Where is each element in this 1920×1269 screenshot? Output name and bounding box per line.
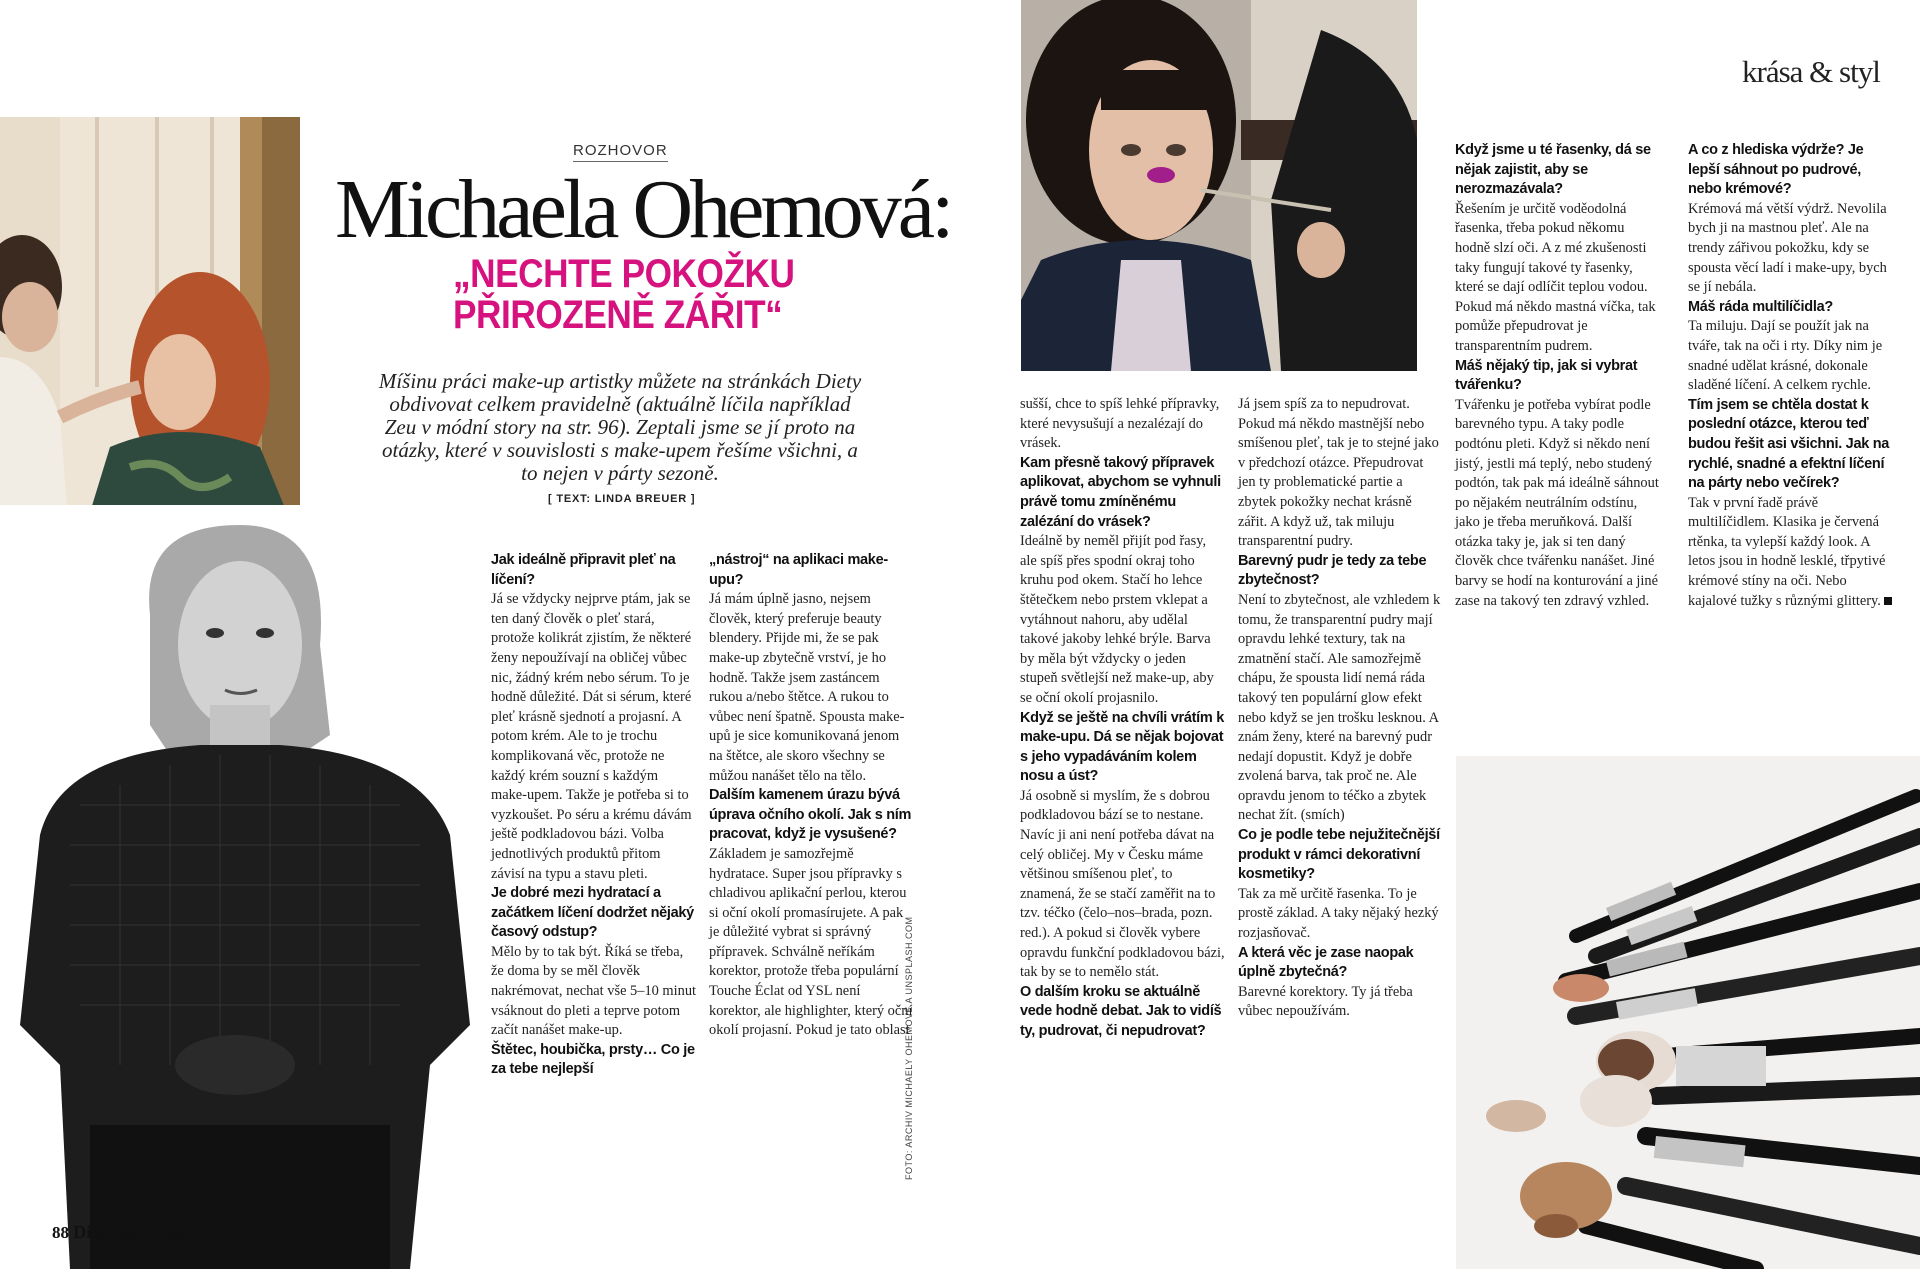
issue-date: /PROSINEC 2022 [114, 1227, 225, 1242]
folio [52, 1222, 224, 1243]
section-kicker: ROZHOVOR [573, 142, 668, 162]
interview-answer: Tak za mě určitě řasenka. To je prostě základ. A taky nějaký hezký rozjasňovač. [1238, 885, 1439, 942]
interview-question: Dalším kamenem úrazu bývá úprava očního okolí. Jak s ním pracovat, když je vysušené? [709, 787, 912, 843]
interview-answer: Mělo by to tak být. Říká se třeba, že doma by se měl člověk nakrémovat, nechat vše 5–10 minut vsáknout do pleti a teprve potom začít nanášet make-up. [491, 943, 697, 1039]
photo-makeup-session [0, 117, 300, 545]
section-label: krása & styl [1742, 54, 1880, 89]
interview-answer: Já osobně si myslím, že s dobrou podkladovou bází se to nestane. Navíc ji ani není potřeba dávat na celý obličej. My v Česku máme většinou smíšenou pleť, to znamená, že se stačí zaměřit na to tzv. téčko (čelo–nos–brada, pozn. red.). A pokud si člověk vybere opravdu funkční podkladovou bázi, tak by se to nemělo stát. [1020, 787, 1225, 981]
text-credit: [ TEXT: LINDA BREUER ] [548, 493, 696, 505]
photo-brushes [1456, 756, 1920, 1269]
interview-question: Barevný pudr je tedy za tebe zbytečnost? [1238, 552, 1427, 589]
interview-answer: Základem je samozřejmě hydratace. Super jsou přípravky s chladivou aplikační perlou, kterou si oční okolí promasírujete. A pak je důležité vybrat si správný přípravek. Schválně neříkám korektor, protože třeba populární Touche Éclat od YSL není korektor, ale highlighter, který oční okolí projasní. Pokud je tato oblast [709, 845, 913, 1039]
interview-answer: Já mám úplně jasno, nejsem člověk, který preferuje beauty blendery. Přijde mi, že se pak make-up zbytečně vrství, je ho hodně. Takže jsem zastáncem rukou a/nebo štětce. A rukou to vůbec není špatně. Spousta make-upů je sice komunikovaná jenom na štětce, ale skoro všechny se můžou nanášet tělo na tělo. [709, 591, 905, 784]
interview-answer: Krémová má větší výdrž. Nevolila bych ji na mastnou pleť. Ale na trendy zářivou pokožku, kdy se spousta věcí ladí i make-upy, bych se jí nebála. [1688, 200, 1887, 296]
interview-answer: Ta miluju. Dají se použít jak na tváře, tak na oči i rty. Díky nim je snadné udělat krásné, dokonale sladěné líčení. A celkem rychle. [1688, 318, 1883, 394]
interview-question: Kam přesně takový přípravek aplikovat, abychom se vyhnuli právě tomu zmíněnému zalézání do vrásek? [1020, 454, 1221, 530]
interview-answer: Já se vždycky nejprve ptám, jak se ten daný člověk o pleť stará, protože kolikrát zjistím, že některé ženy nepoužívají na obličej vůbec nic, žádný krém nebo sérum. To je hodně důležité. Dát si sérum, které pleť krásně sjednotí a projasní. A potom krém. Ale to je trochu komplikovaná věc, protože ne každý krém souzní s každým make-upem. Takže je potřeba si to vyzkoušet. Po séru a krému dávám ještě podkladovou bázi. Volba jednotlivých produktů přitom závisí na typu a stavu pleti. [491, 591, 692, 882]
pull-quote [453, 254, 795, 336]
interview-question: Když se ještě na chvíli vrátím k make-upu. Dá se nějak bojovat s jeho vypadáváním kolem nosu a úst? [1020, 709, 1224, 785]
interview-question: Štětec, houbička, prsty… Co je za tebe nejlepší [491, 1041, 695, 1078]
photo-credit: FOTO: ARCHIV MICHAELY OHEMOVÉ A UNSPLASH.COM [904, 916, 914, 1180]
pull-quote-line-1: „NECHTE POKOŽKU [453, 252, 795, 296]
article-end-mark [1884, 597, 1892, 605]
interview-question: Jak ideálně připravit pleť na líčení? [491, 552, 676, 588]
interview-question: Je dobré mezi hydratací a začátkem líčení dodržet nějaký časový odstup? [491, 885, 694, 941]
column-4 [1238, 395, 1444, 1022]
interview-answer: Ideálně by neměl přijít pod řasy, ale spíš přes spodní okraj toho kruhu pod okem. Stačí ho lehce štětečkem nebo prstem vklepat a vytáhnout nahoru, aby udělal takové jakoby lehké brýle. Barva by měla být vždycky o jeden stupeň světlejší než make-up, aby se oční okolí projasnilo. [1020, 533, 1214, 706]
interview-answer: Tak v první řadě právě multilíčidlem. Klasika je červená rtěnka, ta vylepší každý look. A letos jsou in hodně lesklé, třpytivé krémové stíny na oči. Nebo kajalové tužky s různými glittery. [1688, 494, 1894, 612]
column-2 [709, 551, 915, 1041]
interview-answer: Řešením je určitě voděodolná řasenka, třeba pokud někomu hodně slzí oči. A z mé zkušenosti taky fungují takové ty řasenky, které se dají odlíčit teplou vodou. Pokud má někdo mastná víčka, tak pomůže přepudrovat je transparentním pudrem. [1455, 200, 1656, 354]
page-number: 88 [52, 1223, 69, 1242]
interview-answer: Tvářenku je potřeba vybírat podle barevného typu. A taky podle podtónu pleti. Když si někdo není jistý, jestli má teplý, nebo studený podtón, tak pak má ideálně sáhnout po nějakém neutrálním odstínu, jako je třeba meruňková. Další otázka taky je, jak si ten daný člověk chce tvářenku nanášet. Jiné barvy se hodí na konturování a jiné zase na takový ten zdravý vzhled. [1455, 396, 1659, 609]
interview-question: O dalším kroku se aktuálně vede hodně debat. Jak to vidíš ty, pudrovat, či nepudrovat? [1020, 983, 1222, 1039]
interview-question: Máš ráda multilíčidla? [1688, 298, 1833, 315]
lede: Míšinu práci make-up artistky můžete na stránkách Diety obdivovat celkem pravidelně (aktuálně líčila například Zeu v módní story na str. 96). Zeptali jsme se jí proto na otázky, které v souvislosti s make-upem řešíme všichni, a to nejen v párty sezoně. [378, 369, 862, 485]
interview-answer: Není to zbytečnost, ale vzhledem k tomu, že transparentní pudry mají opravdu lehké textury, tak na zmatnění stačí. Ale samozřejmě chápu, že spousta lidí nemá ráda takový ten populární glow efekt nebo když se jen trošku lesknou. A znám ženy, které na barevný pudr nedají dopustit. Když je dobře zvolená barva, tak proč ne. Ale opravdu jenom to téčko a zbytek nechat žít. (smích) [1238, 591, 1441, 824]
interview-question: „nástroj“ na aplikaci make-upu? [709, 552, 888, 588]
interview-question: A co z hlediska výdrže? Je lepší sáhnout po pudrové, nebo krémové? [1688, 142, 1864, 198]
interview-question: Tím jsem se chtěla dostat k poslední otázce, kterou teď budou řešit asi všichni. Jak na rychlé, snadné a efektní líčení na párty nebo večírek? [1688, 396, 1890, 492]
interview-answer: Barevné korektory. Ty já třeba vůbec nepoužívám. [1238, 983, 1413, 1020]
pull-quote-line-2: PŘIROZENĚ ZÁŘIT“ [453, 292, 783, 337]
interview-answer: sušší, chce to spíš lehké přípravky, které nevysušují a nezalézají do vrásek. [1020, 396, 1220, 452]
interview-question: Když jsme u té řasenky, dá se nějak zajistit, aby se nerozmazávala? [1455, 142, 1651, 198]
interview-question: Co je podle tebe nejužitečnější produkt v rámci dekorativní kosmetiky? [1238, 827, 1440, 883]
interview-answer: Já jsem spíš za to nepudrovat. Pokud má někdo mastnější nebo smíšenou pleť, tak je to stejné jako v předchozí otázce. Přepudrovat jen ty problematické partie a zbytek pokožky nechat krásně zářit. A když už, tak miluju transparentní pudry. [1238, 396, 1439, 550]
headline: Michaela Ohemová: [335, 163, 951, 256]
column-1 [491, 551, 697, 1080]
column-6 [1688, 141, 1894, 611]
interview-question: A která věc je zase naopak úplně zbytečná? [1238, 944, 1414, 981]
column-3 [1020, 395, 1226, 1042]
magazine-name: Dieta [73, 1222, 115, 1242]
column-5 [1455, 141, 1661, 611]
interview-question: Máš nějaký tip, jak si vybrat tvářenku? [1455, 357, 1638, 394]
photo-portrait [0, 505, 480, 1269]
photo-lipstick [1021, 0, 1417, 371]
